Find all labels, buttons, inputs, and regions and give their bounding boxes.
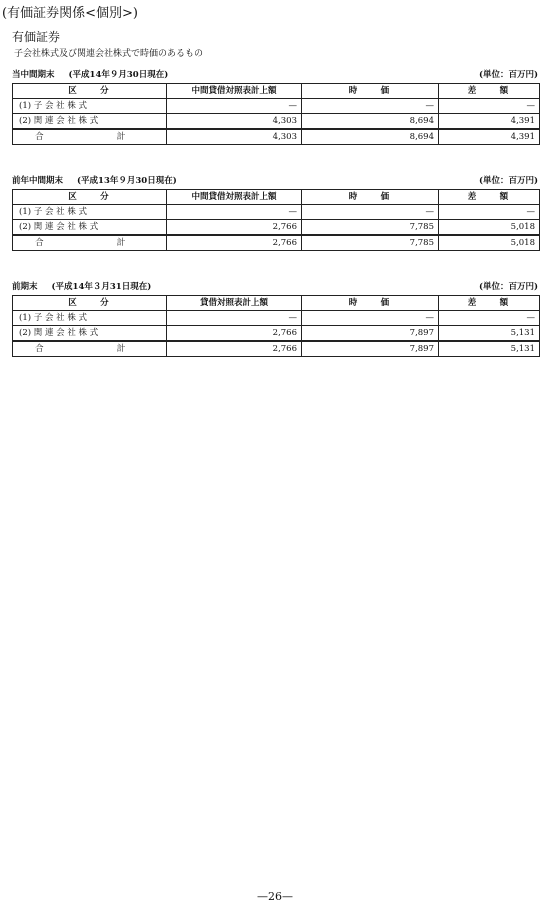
total-row [13, 341, 540, 357]
securities-table [12, 295, 540, 357]
section-subtitle: 子会社株式及び関連会社株式で時価のあるもの [14, 49, 204, 59]
fair-value-cell: 7,785 [302, 220, 439, 236]
unit-label: (単位：百万円) [478, 282, 538, 292]
row-label: (1) 子 会 社 株 式 [13, 311, 167, 326]
category-header: 区 分 [13, 84, 167, 99]
carrying-amount-cell: — [167, 99, 302, 114]
table-header-line [12, 280, 540, 294]
as-of-date: (平成14年３月31日現在) [51, 282, 152, 292]
carrying-amount-total: 4,303 [167, 129, 302, 145]
column-header-row [13, 84, 540, 99]
page-title: (有価証券関係<個別>) [2, 6, 138, 21]
category-header: 区 分 [13, 296, 167, 311]
total-row [13, 129, 540, 145]
category-header: 区 分 [13, 190, 167, 205]
row-label: (2) 関 連 会 社 株 式 [13, 114, 167, 130]
difference-header: 差 額 [439, 84, 540, 99]
difference-total: 5,131 [439, 341, 540, 357]
carrying-amount-cell: 2,766 [167, 220, 302, 236]
period-label: 前期末 [12, 282, 38, 292]
difference-cell: 4,391 [439, 114, 540, 130]
as-of-date: (平成14年９月30日現在) [68, 70, 169, 80]
carrying-amount-cell: 2,766 [167, 326, 302, 342]
unit-label: (単位：百万円) [478, 176, 538, 186]
carrying-amount-cell: — [167, 205, 302, 220]
row-label: (2) 関 連 会 社 株 式 [13, 326, 167, 342]
fair-value-header: 時 価 [302, 84, 439, 99]
carrying-amount-cell: 4,303 [167, 114, 302, 130]
table-block-prior-interim [12, 174, 540, 251]
table-header-line [12, 174, 540, 188]
difference-cell: — [439, 205, 540, 220]
carrying-amount-cell: — [167, 311, 302, 326]
table-row [13, 114, 540, 130]
section-title: 有価証券 [12, 30, 61, 44]
table-row [13, 220, 540, 236]
difference-cell: — [439, 311, 540, 326]
fair-value-total: 8,694 [302, 129, 439, 145]
row-label: (2) 関 連 会 社 株 式 [13, 220, 167, 236]
column-header-row [13, 190, 540, 205]
period-label: 当中間期末 [12, 70, 55, 80]
carrying-amount-total: 2,766 [167, 341, 302, 357]
securities-table [12, 189, 540, 251]
difference-header: 差 額 [439, 190, 540, 205]
carrying-amount-header: 中間貸借対照表計上額 [167, 190, 302, 205]
fair-value-total: 7,785 [302, 235, 439, 251]
difference-total: 5,018 [439, 235, 540, 251]
table-block-prior-year-end [12, 280, 540, 357]
fair-value-cell: 7,897 [302, 326, 439, 342]
carrying-amount-total: 2,766 [167, 235, 302, 251]
fair-value-cell: 8,694 [302, 114, 439, 130]
fair-value-header: 時 価 [302, 190, 439, 205]
fair-value-header: 時 価 [302, 296, 439, 311]
table-header-line [12, 68, 540, 82]
fair-value-total: 7,897 [302, 341, 439, 357]
row-label: (1) 子 会 社 株 式 [13, 99, 167, 114]
carrying-amount-header: 中間貸借対照表計上額 [167, 84, 302, 99]
column-header-row [13, 296, 540, 311]
period-label: 前年中間期末 [12, 176, 64, 186]
fair-value-cell: — [302, 99, 439, 114]
fair-value-cell: — [302, 311, 439, 326]
table-row [13, 205, 540, 220]
difference-header: 差 額 [439, 296, 540, 311]
table-row [13, 99, 540, 114]
difference-cell: — [439, 99, 540, 114]
total-label: 合 計 [13, 129, 167, 145]
table-row [13, 311, 540, 326]
row-label: (1) 子 会 社 株 式 [13, 205, 167, 220]
difference-cell: 5,131 [439, 326, 540, 342]
difference-total: 4,391 [439, 129, 540, 145]
total-row [13, 235, 540, 251]
securities-table [12, 83, 540, 145]
carrying-amount-header: 貸借対照表計上額 [167, 296, 302, 311]
as-of-date: (平成13年９月30日現在) [77, 176, 177, 186]
table-row [13, 326, 540, 342]
table-block-current-interim [12, 68, 540, 145]
page-number: —26— [257, 890, 293, 903]
fair-value-cell: — [302, 205, 439, 220]
difference-cell: 5,018 [439, 220, 540, 236]
total-label: 合 計 [13, 341, 167, 357]
total-label: 合 計 [13, 235, 167, 251]
unit-label: (単位：百万円) [478, 70, 538, 80]
